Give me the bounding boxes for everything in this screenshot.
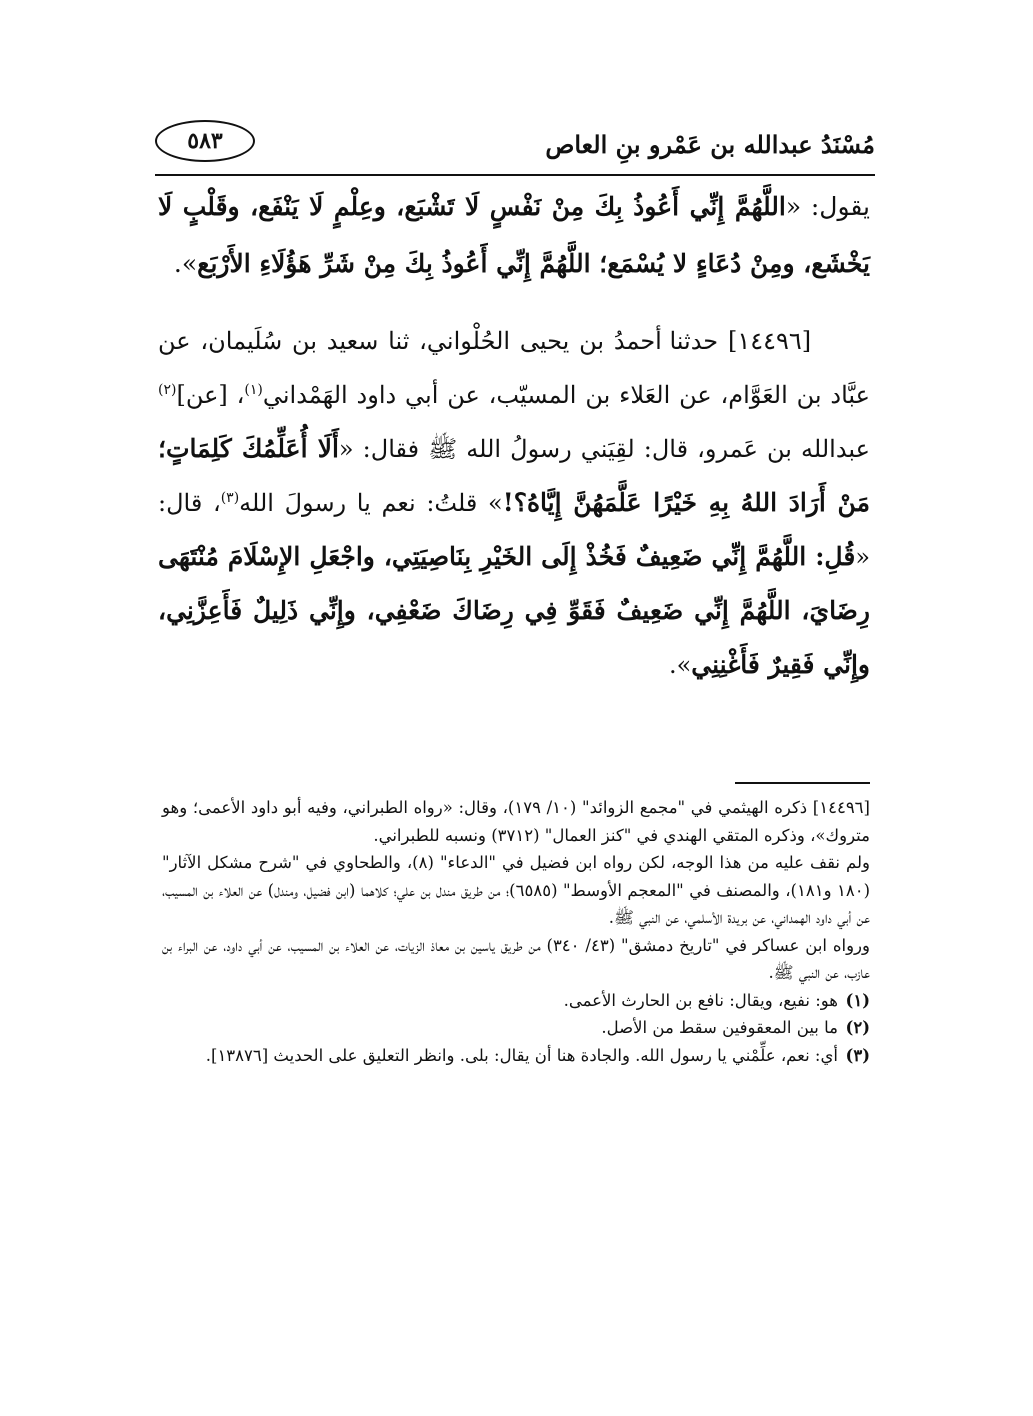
quote-close-2: ». bbox=[668, 651, 692, 679]
footnote-divider bbox=[735, 782, 870, 784]
main-text bbox=[158, 178, 870, 692]
footnote-item bbox=[162, 987, 870, 1015]
footnote-item bbox=[162, 1014, 870, 1042]
takhrij-paragraph-1: [١٤٤٩٦] ذكره الهيثمي في "مجمع الزوائد" (١٠/ ١٧٩)، وقال: «رواه الطبراني، وفيه أبو داود الأعمى؛ وهو متروك»، وذكره المتقي الهندي في "كنز العمال" (٣٧١٢) ونسبه للطبراني. bbox=[162, 798, 870, 845]
footnote-ref-1[interactable]: (١) bbox=[244, 382, 263, 398]
footnote-number: (٣) bbox=[845, 1045, 870, 1065]
takhrij-paragraph-3: ورواه ابن عساكر في "تاريخ دمشق" (٤٣/ ٣٤٠) من طريق ياسين بن معاذ الزيات، عن العلاء بن المسيب، عن أبي داود، عن البراء بن عازب، عن النبي ﷺ. bbox=[162, 935, 870, 982]
prophet-question: أَلَا أُعَلِّمُكَ كَلِمَاتٍ؛ مَنْ أَرَادَ اللهُ بِهِ خَيْرًا عَلَّمَهُنَّ إِيَّاهُ؟! bbox=[158, 434, 870, 517]
continuation-intro: يقول: « bbox=[785, 192, 870, 221]
hadith-number: [١٤٤٩٦] bbox=[727, 327, 812, 355]
page-header bbox=[155, 118, 875, 176]
continuation-end: ». bbox=[173, 249, 198, 278]
footnotes bbox=[162, 794, 870, 1069]
footnote-ref-3[interactable]: (٣) bbox=[220, 490, 240, 506]
footnote-item bbox=[162, 1042, 870, 1070]
hadith-paragraph bbox=[158, 314, 870, 692]
footnote-ref-2[interactable]: (٢) bbox=[158, 382, 177, 398]
running-title: مُسْنَدُ عبدالله بن عَمْرو بنِ العاص bbox=[545, 130, 875, 159]
footnote-number: (٢) bbox=[845, 1018, 870, 1037]
continuation-hadith: اللَّهُمَّ إِنِّي أَعُوذُ بِكَ مِنْ نَفْسٍ لَا تَشْبَع، وعِلْمٍ لَا يَنْفَع، وقَلْبٍ لَا يَخْشَع، ومِنْ دُعَاءٍ لا يُسْمَع؛ اللَّهُمَّ إِنِّي أَعُوذُ بِكَ مِنْ شَرِّ هَؤُلَاءِ الأَرْبَع bbox=[158, 192, 870, 278]
prophet-dua: قُلِ: اللَّهُمَّ إِنِّي ضَعِيفٌ فَخُذْ إِلَى الخَيْرِ بِنَاصِيَتِي، واجْعَلِ الإِسْلَامَ مُنْتَهَى رِضَايَ، اللَّهُمَّ إِنِّي ضَعِيفٌ فَقَوِّ فِي رِضَاكَ ضَعْفِي، وإِنِّي ذَلِيلٌ فَأَعِزَّنِي، وإِنِّي فَقِيرٌ فَأَغْنِنِي bbox=[158, 542, 870, 679]
isnad-part-1: حدثنا أحمدُ بن يحيى الحُلْواني، ثنا سعيد بن سُلَيمان، عن عبَّاد بن العَوَّام، عن العَلاء بن المسيّب، عن أبي داود الهَمْداني bbox=[158, 327, 870, 409]
footnote-text: ما بين المعقوفين سقط من الأصل. bbox=[601, 1018, 838, 1037]
isnad-part-3: عبدالله بن عَمرو، قال: لقِيَني رسولُ الله ﷺ فقال: « bbox=[338, 435, 870, 463]
continuation-paragraph bbox=[158, 178, 870, 292]
footnote-number: (١) bbox=[845, 990, 870, 1010]
isnad-part-2: ، [عن] bbox=[176, 381, 245, 409]
page-number: ٥٨٣ bbox=[155, 120, 255, 162]
footnote-text: أي: نعم، علِّمْني يا رسول الله. والجادة هنا أن يقال: بلى. وانظر التعليق على الحديث [١٣٨٧٦]. bbox=[205, 1045, 838, 1065]
footnote-text: هو: نفيع، ويقال: نافع بن الحارث الأعمى. bbox=[563, 990, 838, 1010]
quote-open-2: ، قال: « bbox=[158, 489, 870, 571]
takhrij-paragraph-2: ولم نقف عليه من هذا الوجه، لكن رواه ابن فضيل في "الدعاء" (٨)، والطحاوي في "شرح مشكل الآثار" (١٨٠ و١٨١)، والمصنف في "المعجم الأوسط" (٦٥٨٥)؛ من طريق مندل بن علي؛ كلاهما (ابن فضيل، ومندل) عن العلاء بن المسيب، عن أبي داود الهمداني، عن بريدة الأسلمي، عن النبي ﷺ. bbox=[162, 853, 871, 927]
quote-close-1: » قلتُ: نعم يا رسولَ الله bbox=[239, 489, 503, 517]
